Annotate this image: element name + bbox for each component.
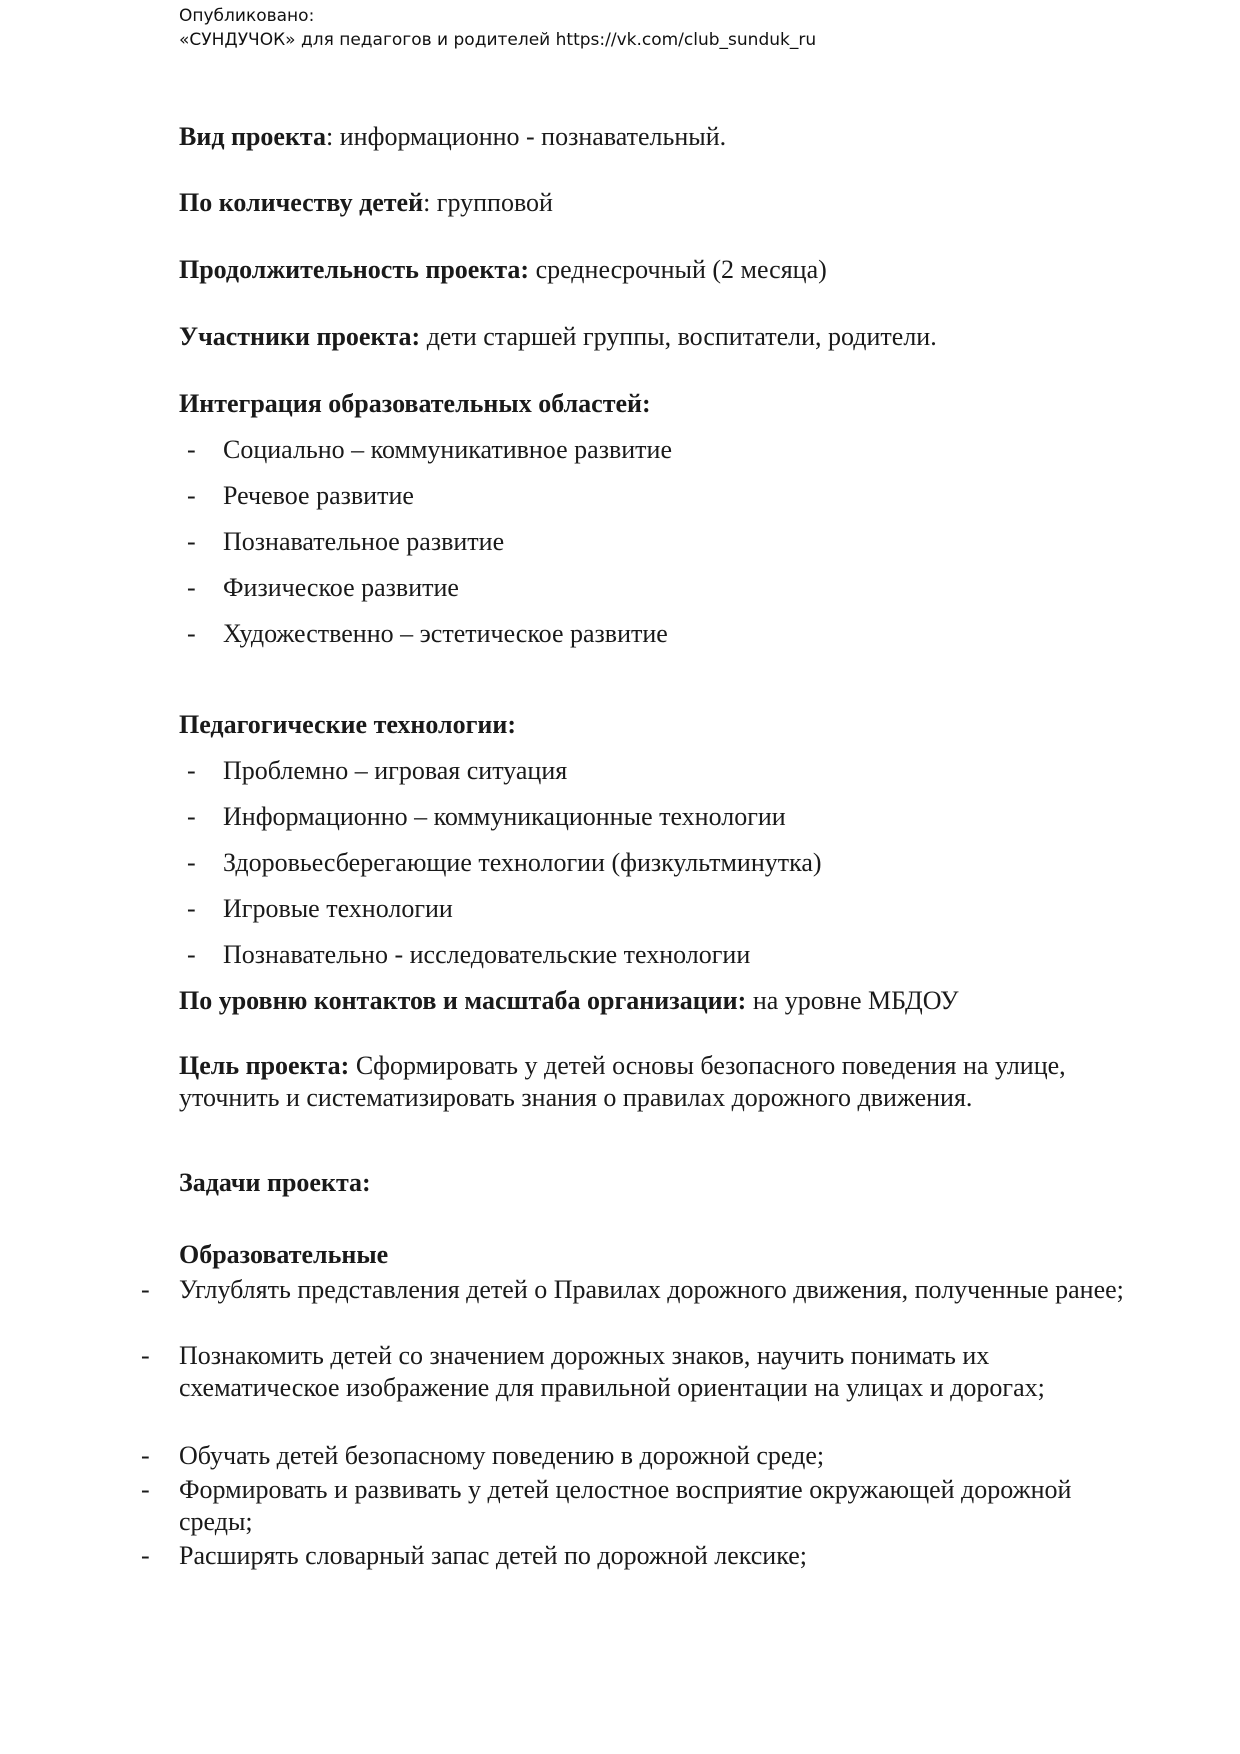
bullet: -	[187, 435, 196, 464]
bullet: -	[141, 1541, 150, 1570]
task-item: - Обучать детей безопасному поведению в дорожной среде;	[141, 1441, 825, 1470]
tasks-heading: Задачи проекта:	[179, 1168, 371, 1197]
field-organization-level	[179, 984, 959, 1017]
field-label: По уровню контактов и масштаба организации:	[179, 986, 747, 1015]
field-children-count	[179, 186, 553, 219]
technology-item: - Игровые технологии	[187, 894, 453, 923]
field-separator: :	[423, 188, 437, 217]
bullet: -	[187, 802, 196, 831]
field-value: Сформировать у детей основы безопасного поведения на улице, уточнить и систематизировать знания о правилах дорожного движения.	[179, 1051, 1066, 1112]
integration-item: - Познавательное развитие	[187, 527, 505, 556]
bullet: -	[187, 894, 196, 923]
field-label: Продолжительность проекта:	[179, 255, 530, 284]
task-item: - Познакомить детей со значением дорожных знаков, научить понимать их схематическое изображение для правильной ориентации на улицах и дорогах;	[141, 1341, 1045, 1402]
bullet: -	[187, 848, 196, 877]
technology-item: - Проблемно – игровая ситуация	[187, 756, 568, 785]
field-goal	[179, 1050, 1119, 1114]
bullet: -	[141, 1441, 150, 1470]
tasks-subheading: Образовательные	[179, 1240, 389, 1269]
field-project-type	[179, 120, 726, 153]
technologies-heading: Педагогические технологии:	[179, 710, 517, 739]
task-item: - Формировать и развивать у детей целостное восприятие окружающей дорожной среды;	[141, 1475, 1072, 1536]
technology-item: - Здоровьесберегающие технологии (физкультминутка)	[187, 848, 822, 877]
bullet: -	[187, 481, 196, 510]
field-duration	[179, 253, 827, 286]
technology-item: - Познавательно - исследовательские технологии	[187, 940, 751, 969]
field-separator: :	[326, 122, 340, 151]
task-item: - Углублять представления детей о Правилах дорожного движения, полученные ранее;	[141, 1275, 1124, 1304]
field-label: По количеству детей	[179, 188, 424, 217]
field-label: Участники проекта:	[179, 322, 421, 351]
bullet: -	[141, 1475, 150, 1504]
bullet: -	[187, 940, 196, 969]
header-source: «СУНДУЧОК» для педагогов и родителей https://vk.com/club_sunduk_ru	[179, 30, 817, 50]
integration-item: - Социально – коммуникативное развитие	[187, 435, 672, 464]
publication-header	[179, 4, 816, 52]
field-value: среднесрочный (2 месяца)	[535, 255, 827, 284]
technology-item: - Информационно – коммуникационные технологии	[187, 802, 786, 831]
integration-item: - Художественно – эстетическое развитие	[187, 619, 668, 648]
task-item: - Расширять словарный запас детей по дорожной лексике;	[141, 1541, 807, 1570]
bullet: -	[187, 756, 196, 785]
header-published: Опубликовано:	[179, 6, 315, 26]
integration-item: - Речевое развитие	[187, 481, 414, 510]
field-participants	[179, 320, 937, 353]
bullet: -	[187, 527, 196, 556]
bullet: -	[141, 1275, 150, 1304]
integration-item: - Физическое развитие	[187, 573, 459, 602]
field-label: Вид проекта	[179, 122, 327, 151]
bullet: -	[187, 619, 196, 648]
bullet: -	[187, 573, 196, 602]
bullet: -	[141, 1341, 150, 1370]
integration-heading: Интеграция образовательных областей:	[179, 389, 651, 418]
field-value: на уровне МБДОУ	[752, 986, 959, 1015]
field-label: Цель проекта:	[179, 1051, 350, 1080]
field-value: групповой	[436, 188, 553, 217]
field-value: дети старшей группы, воспитатели, родители.	[426, 322, 937, 351]
field-value: информационно - познавательный.	[339, 122, 727, 151]
